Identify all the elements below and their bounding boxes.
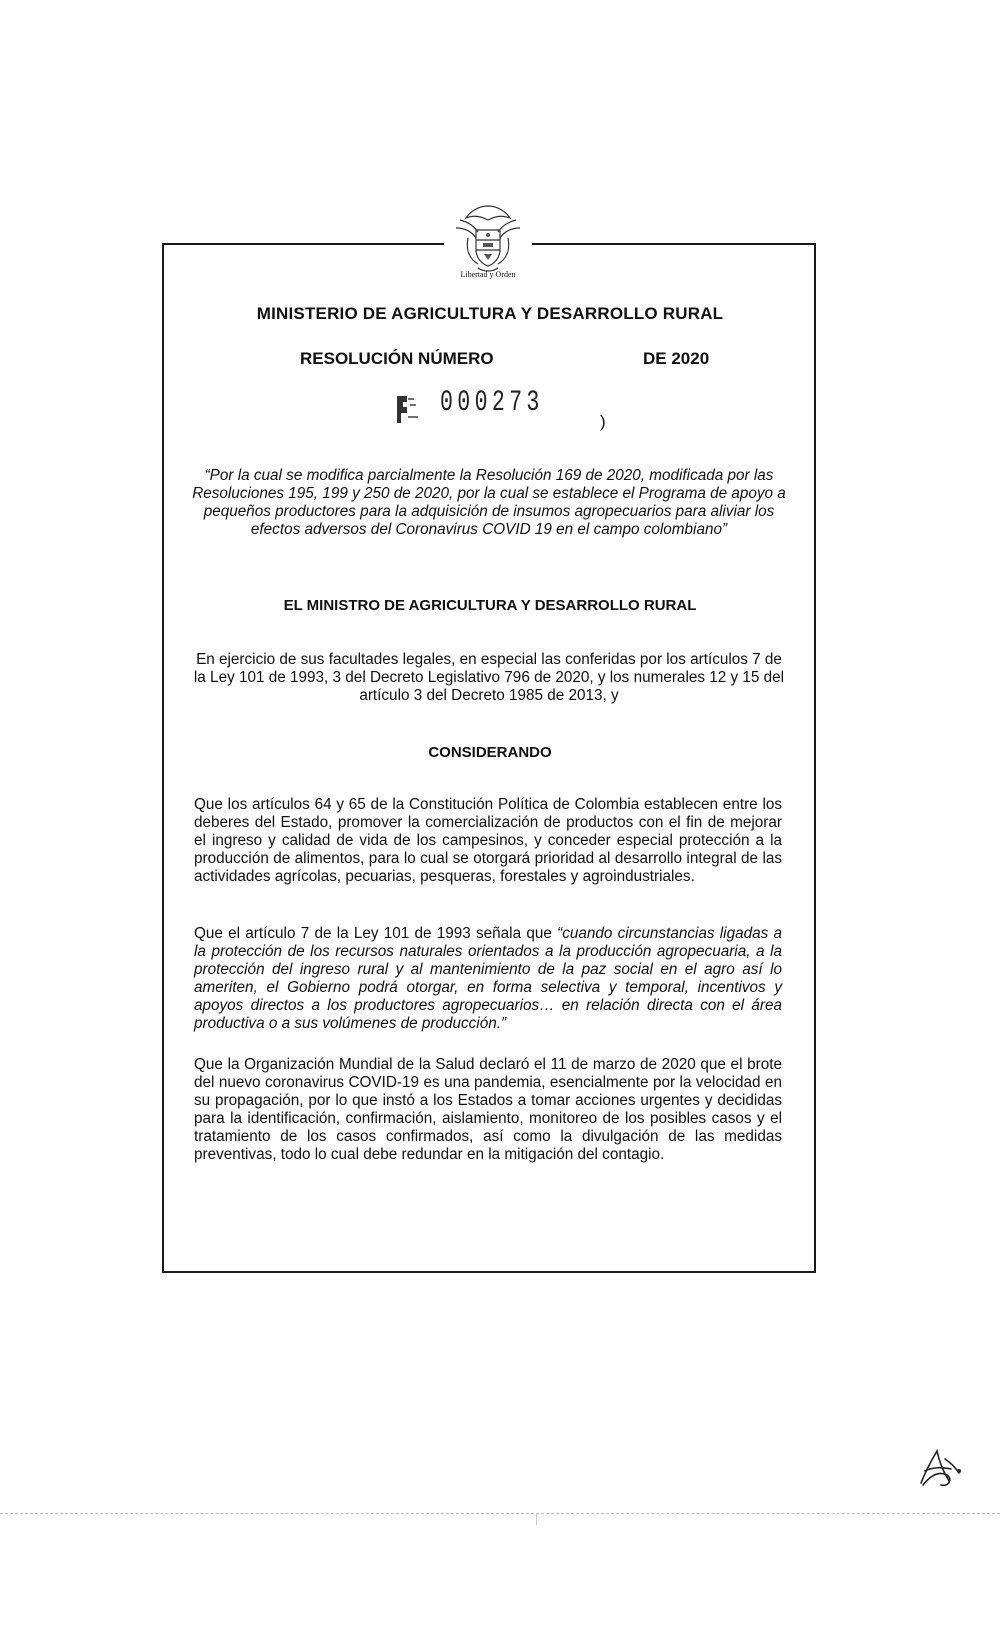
ministry-name: MINISTERIO DE AGRICULTURA Y DESARROLLO RURAL bbox=[256, 304, 724, 323]
paragraph-constitution: Que los artículos 64 y 65 de la Constitución Política de Colombia establecen entre los deberes del Estado, promover la comercialización de productos con el fin de mejorar el ingreso y calidad de vida de los campesinos, y conceder especial protección a la producción de alimentos, para lo cual se otorgará prioridad al desarrollo integral de las actividades agrícolas, pecuarias, pesqueras, forestales y agroindustriales. bbox=[194, 796, 782, 885]
scan-edge-tick bbox=[536, 1513, 537, 1525]
minister-heading: EL MINISTRO DE AGRICULTURA Y DESARROLLO RURAL bbox=[283, 597, 697, 614]
legal-powers-text: En ejercicio de sus facultades legales, en especial las conferidas por los artículos 7 de la Ley 101 de 1993, 3 del Decreto Legislativo 796 de 2020, y los numerales 12 y 15 del artículo 3 del Decreto 1985 de 2013, y bbox=[193, 651, 785, 704]
stamp-mark-icon bbox=[394, 393, 420, 429]
resolution-number: 000273 bbox=[440, 386, 544, 420]
paragraph-oms: Que la Organización Mundial de la Salud declaró el 11 de marzo de 2020 que el brote del nuevo coronavirus COVID-19 es una pandemia, esencialmente por la velocidad en su propagación, por lo que instó a los Estados a tomar acciones urgentes y decididas para la identificación, confirmación, aislamiento, monitoreo de los posibles casos y el tratamiento de los casos confirmados, así como la divulgación de las medidas preventivas, todo lo cual debe redundar en la mitigación del contagio. bbox=[194, 1056, 782, 1163]
coat-of-arms-icon bbox=[448, 202, 528, 276]
considerando-heading: CONSIDERANDO bbox=[428, 744, 552, 761]
handwritten-initials-icon bbox=[915, 1445, 963, 1491]
seal-motto: Libertad y Orden bbox=[460, 270, 516, 279]
scan-edge-line bbox=[0, 1513, 1000, 1514]
paragraph-ley-101-intro: Que el artículo 7 de la Ley 101 de 1993 señala que bbox=[194, 925, 558, 942]
resolution-year: DE 2020 bbox=[643, 349, 710, 368]
paragraph-ley-101-quote: “cuando circunstancias ligadas a la protección de los recursos naturales orientados a la producción agropecuaria, a la protección del ingreso rural y al mantenimiento de la paz social en el agro así lo ameriten, el Gobierno podrá otorgar, en forma selectiva y temporal, incentivos y apoyos directos a los productores agropecuarios… en relación directa con el área productiva o a sus volúmenes de producción.” bbox=[194, 925, 782, 1032]
resolution-title: “Por la cual se modifica parcialmente la Resolución 169 de 2020, modificada por las Resoluciones 195, 199 y 250 de 2020, por la cual se establece el Programa de apoyo a pequeños productores para la adquisición de insumos agropecuarios para aliviar los efectos adversos del Coronavirus COVID 19 en el campo colombiano” bbox=[192, 467, 786, 538]
resolution-label: RESOLUCIÓN NÚMERO bbox=[300, 349, 494, 368]
closing-parenthesis: ) bbox=[600, 412, 606, 431]
paragraph-ley-101 bbox=[194, 925, 782, 1033]
